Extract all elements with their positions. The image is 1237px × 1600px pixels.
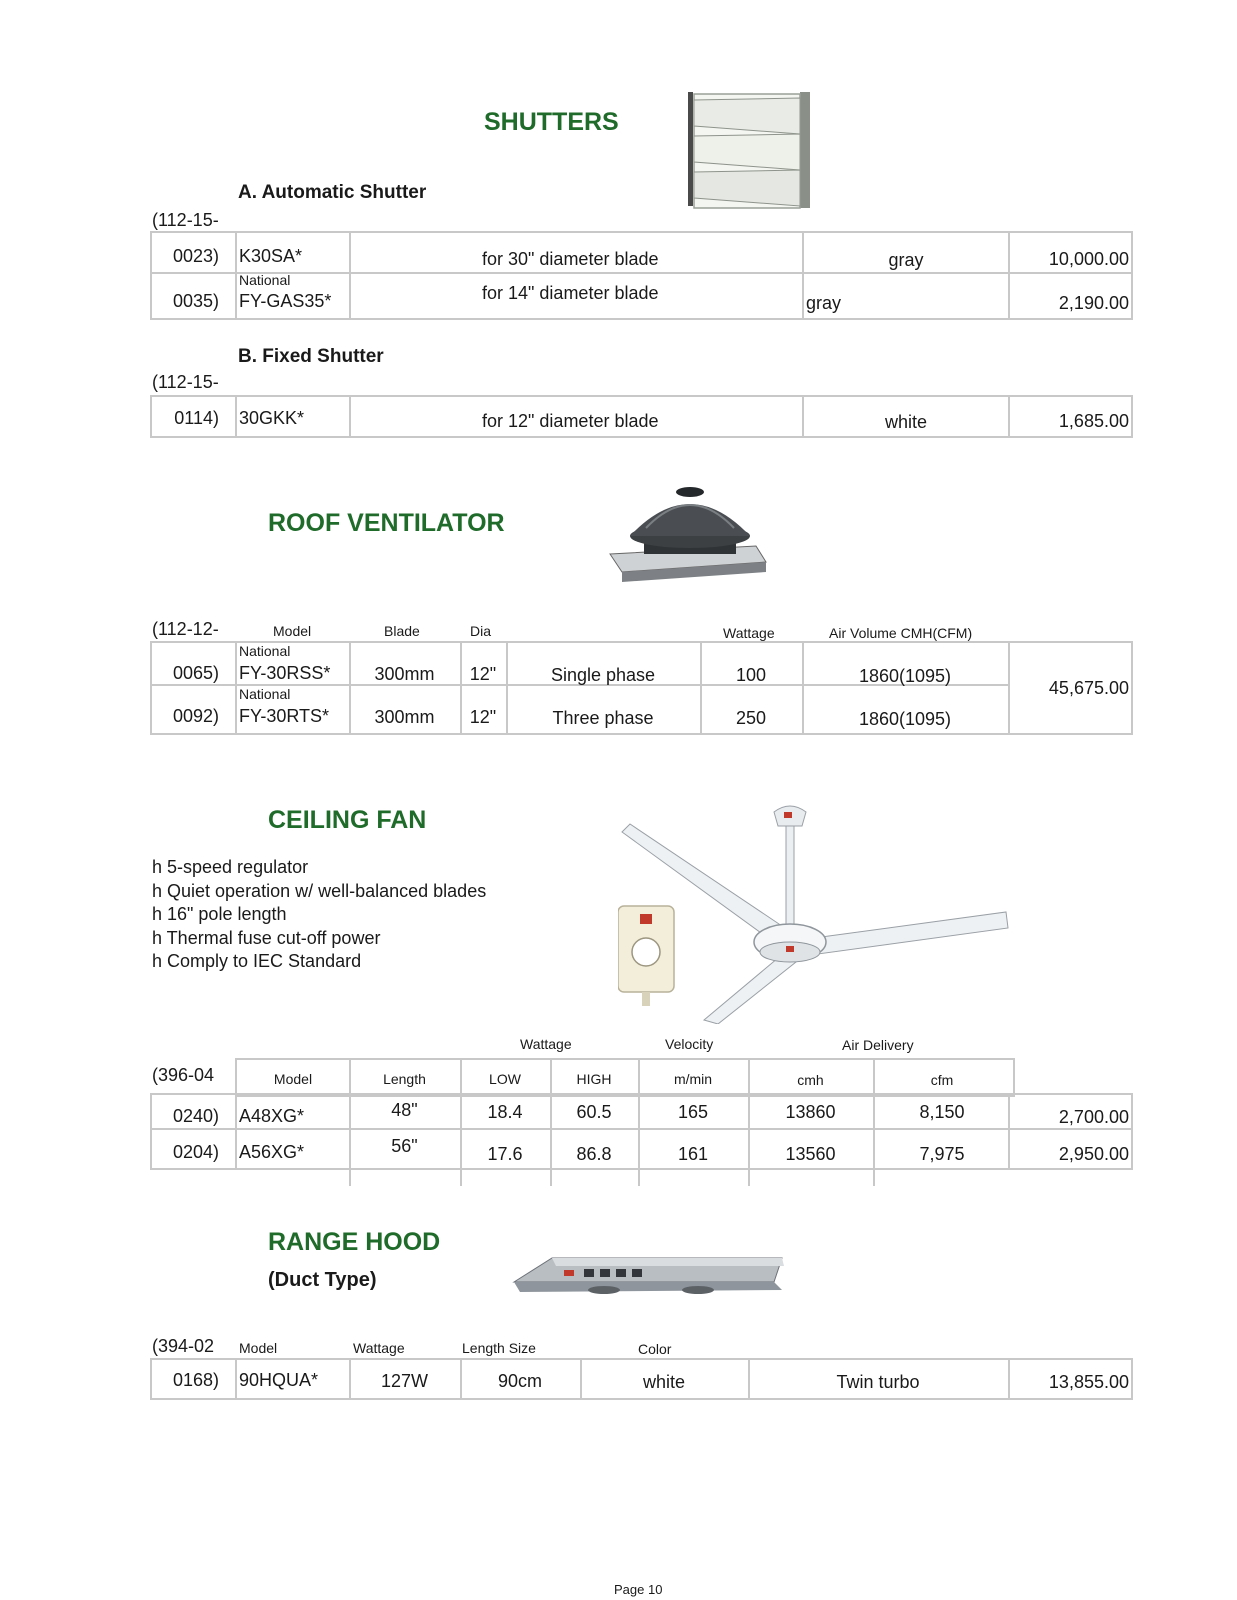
- header-cmh: cmh: [797, 1072, 824, 1088]
- model-cell: FY-30RSS*: [239, 663, 331, 683]
- air-volume-cell: 1860(1095): [858, 666, 952, 686]
- price-cell: 2,700.00: [1058, 1107, 1129, 1127]
- header-color: Color: [638, 1341, 672, 1357]
- phase-cell: Three phase: [552, 708, 654, 728]
- model-cell: A48XG*: [239, 1106, 305, 1126]
- table-row-code: 0023): [172, 246, 219, 266]
- table-row-code: 0035): [172, 291, 219, 311]
- velocity-cell: 161: [677, 1144, 709, 1164]
- header-blade: Blade: [384, 623, 420, 639]
- price-cell: 2,190.00: [1058, 293, 1129, 313]
- header-high: HIGH: [576, 1071, 612, 1087]
- blade-cell: 300mm: [374, 707, 435, 727]
- model-cell: K30SA*: [239, 246, 303, 266]
- wattage-cell: 100: [735, 665, 767, 685]
- velocity-cell: 165: [677, 1102, 709, 1122]
- table-row-code: 0168): [172, 1370, 219, 1390]
- shutter-image: [688, 88, 812, 210]
- header-air-volume: Air Volume CMH(CFM): [829, 625, 973, 641]
- price-cell: 2,950.00: [1058, 1144, 1129, 1164]
- header-cfm: cfm: [930, 1072, 954, 1088]
- description-cell: for 14" diameter blade: [482, 283, 659, 303]
- table-row-code: 0114): [174, 408, 219, 428]
- wattage-cell: 250: [735, 708, 767, 728]
- range-hood-image: [512, 1252, 786, 1304]
- model-cell: 90HQUA*: [239, 1370, 319, 1390]
- header-wattage: Wattage: [353, 1340, 405, 1356]
- brand-cell: National: [239, 643, 291, 659]
- color-cell: white: [884, 412, 928, 432]
- high-wattage-cell: 60.5: [576, 1102, 612, 1122]
- group-header-air-delivery: Air Delivery: [842, 1037, 914, 1053]
- color-cell: gray: [806, 293, 842, 313]
- low-wattage-cell: 17.6: [487, 1144, 523, 1164]
- group-header-wattage: Wattage: [520, 1036, 572, 1052]
- description-cell: for 30" diameter blade: [482, 249, 659, 269]
- cfm-cell: 8,150: [919, 1102, 965, 1122]
- high-wattage-cell: 86.8: [576, 1144, 612, 1164]
- price-cell: 10,000.00: [1048, 249, 1129, 269]
- low-wattage-cell: 18.4: [487, 1102, 523, 1122]
- brand-cell: National: [239, 686, 291, 702]
- table-row-code: 0204): [172, 1142, 219, 1162]
- ceiling-fan-image: [618, 802, 1010, 1024]
- automatic-shutter-subtitle: A. Automatic Shutter: [238, 182, 427, 203]
- table-row-code: 0092): [172, 706, 219, 726]
- cmh-cell: 13560: [785, 1144, 836, 1164]
- header-velocity-unit: m/min: [673, 1071, 713, 1087]
- fixed-code-prefix: (112-15-: [152, 372, 219, 392]
- group-header-velocity: Velocity: [665, 1036, 714, 1052]
- fixed-shutter-subtitle: B. Fixed Shutter: [238, 346, 384, 367]
- header-dia: Dia: [470, 623, 492, 639]
- hood-code-prefix: (394-02: [152, 1336, 215, 1356]
- range-hood-subtitle: (Duct Type): [268, 1269, 377, 1291]
- page-number: Page 10: [614, 1582, 663, 1597]
- table-row-code: 0240): [172, 1106, 219, 1126]
- color-cell: white: [642, 1372, 686, 1392]
- ceiling-fan-title: CEILING FAN: [268, 806, 427, 834]
- dia-cell: 12": [469, 707, 497, 727]
- color-cell: gray: [888, 250, 924, 270]
- range-hood-title: RANGE HOOD: [268, 1228, 441, 1256]
- roof-ventilator-title: ROOF VENTILATOR: [268, 509, 505, 537]
- cmh-cell: 13860: [785, 1102, 836, 1122]
- length-cell: 48": [391, 1100, 418, 1120]
- wattage-cell: 127W: [380, 1371, 429, 1391]
- feature-item: h 5-speed regulator: [152, 857, 309, 877]
- price-cell: 1,685.00: [1058, 411, 1129, 431]
- model-cell: A56XG*: [239, 1142, 305, 1162]
- blade-cell: 300mm: [374, 664, 435, 684]
- header-length: Length: [383, 1071, 426, 1087]
- price-cell: 13,855.00: [1048, 1372, 1129, 1392]
- header-model: Model: [273, 623, 312, 639]
- description-cell: for 12" diameter blade: [482, 411, 659, 431]
- phase-cell: Single phase: [550, 665, 656, 685]
- header-length: Length Size: [462, 1340, 536, 1356]
- brand-cell: National: [239, 272, 291, 288]
- header-low: LOW: [489, 1071, 521, 1087]
- model-cell: FY-GAS35*: [239, 291, 332, 311]
- roof-code-prefix: (112-12-: [152, 619, 219, 639]
- table-row-code: 0065): [172, 663, 219, 683]
- model-cell: 30GKK*: [239, 408, 305, 428]
- length-cell: 90cm: [497, 1371, 542, 1391]
- type-cell: Twin turbo: [836, 1372, 920, 1392]
- roof-ventilator-image: [606, 478, 770, 586]
- price-cell: 45,675.00: [1048, 678, 1129, 698]
- feature-item: h Quiet operation w/ well-balanced blades: [152, 880, 487, 901]
- feature-item: h 16" pole length: [152, 904, 287, 924]
- automatic-code-prefix: (112-15-: [152, 210, 219, 230]
- fan-code-prefix: (396-04: [152, 1065, 215, 1085]
- header-model: Model: [273, 1071, 313, 1087]
- air-volume-cell: 1860(1095): [858, 709, 952, 729]
- shutters-title: SHUTTERS: [484, 108, 619, 136]
- feature-item: h Comply to IEC Standard: [152, 951, 362, 971]
- dia-cell: 12": [469, 664, 497, 684]
- cfm-cell: 7,975: [919, 1144, 965, 1164]
- header-wattage: Wattage: [723, 625, 775, 641]
- feature-item: h Thermal fuse cut-off power: [152, 927, 381, 948]
- model-cell: FY-30RTS*: [239, 706, 330, 726]
- header-model: Model: [239, 1340, 278, 1356]
- length-cell: 56": [391, 1136, 418, 1156]
- feature-list: [152, 856, 486, 974]
